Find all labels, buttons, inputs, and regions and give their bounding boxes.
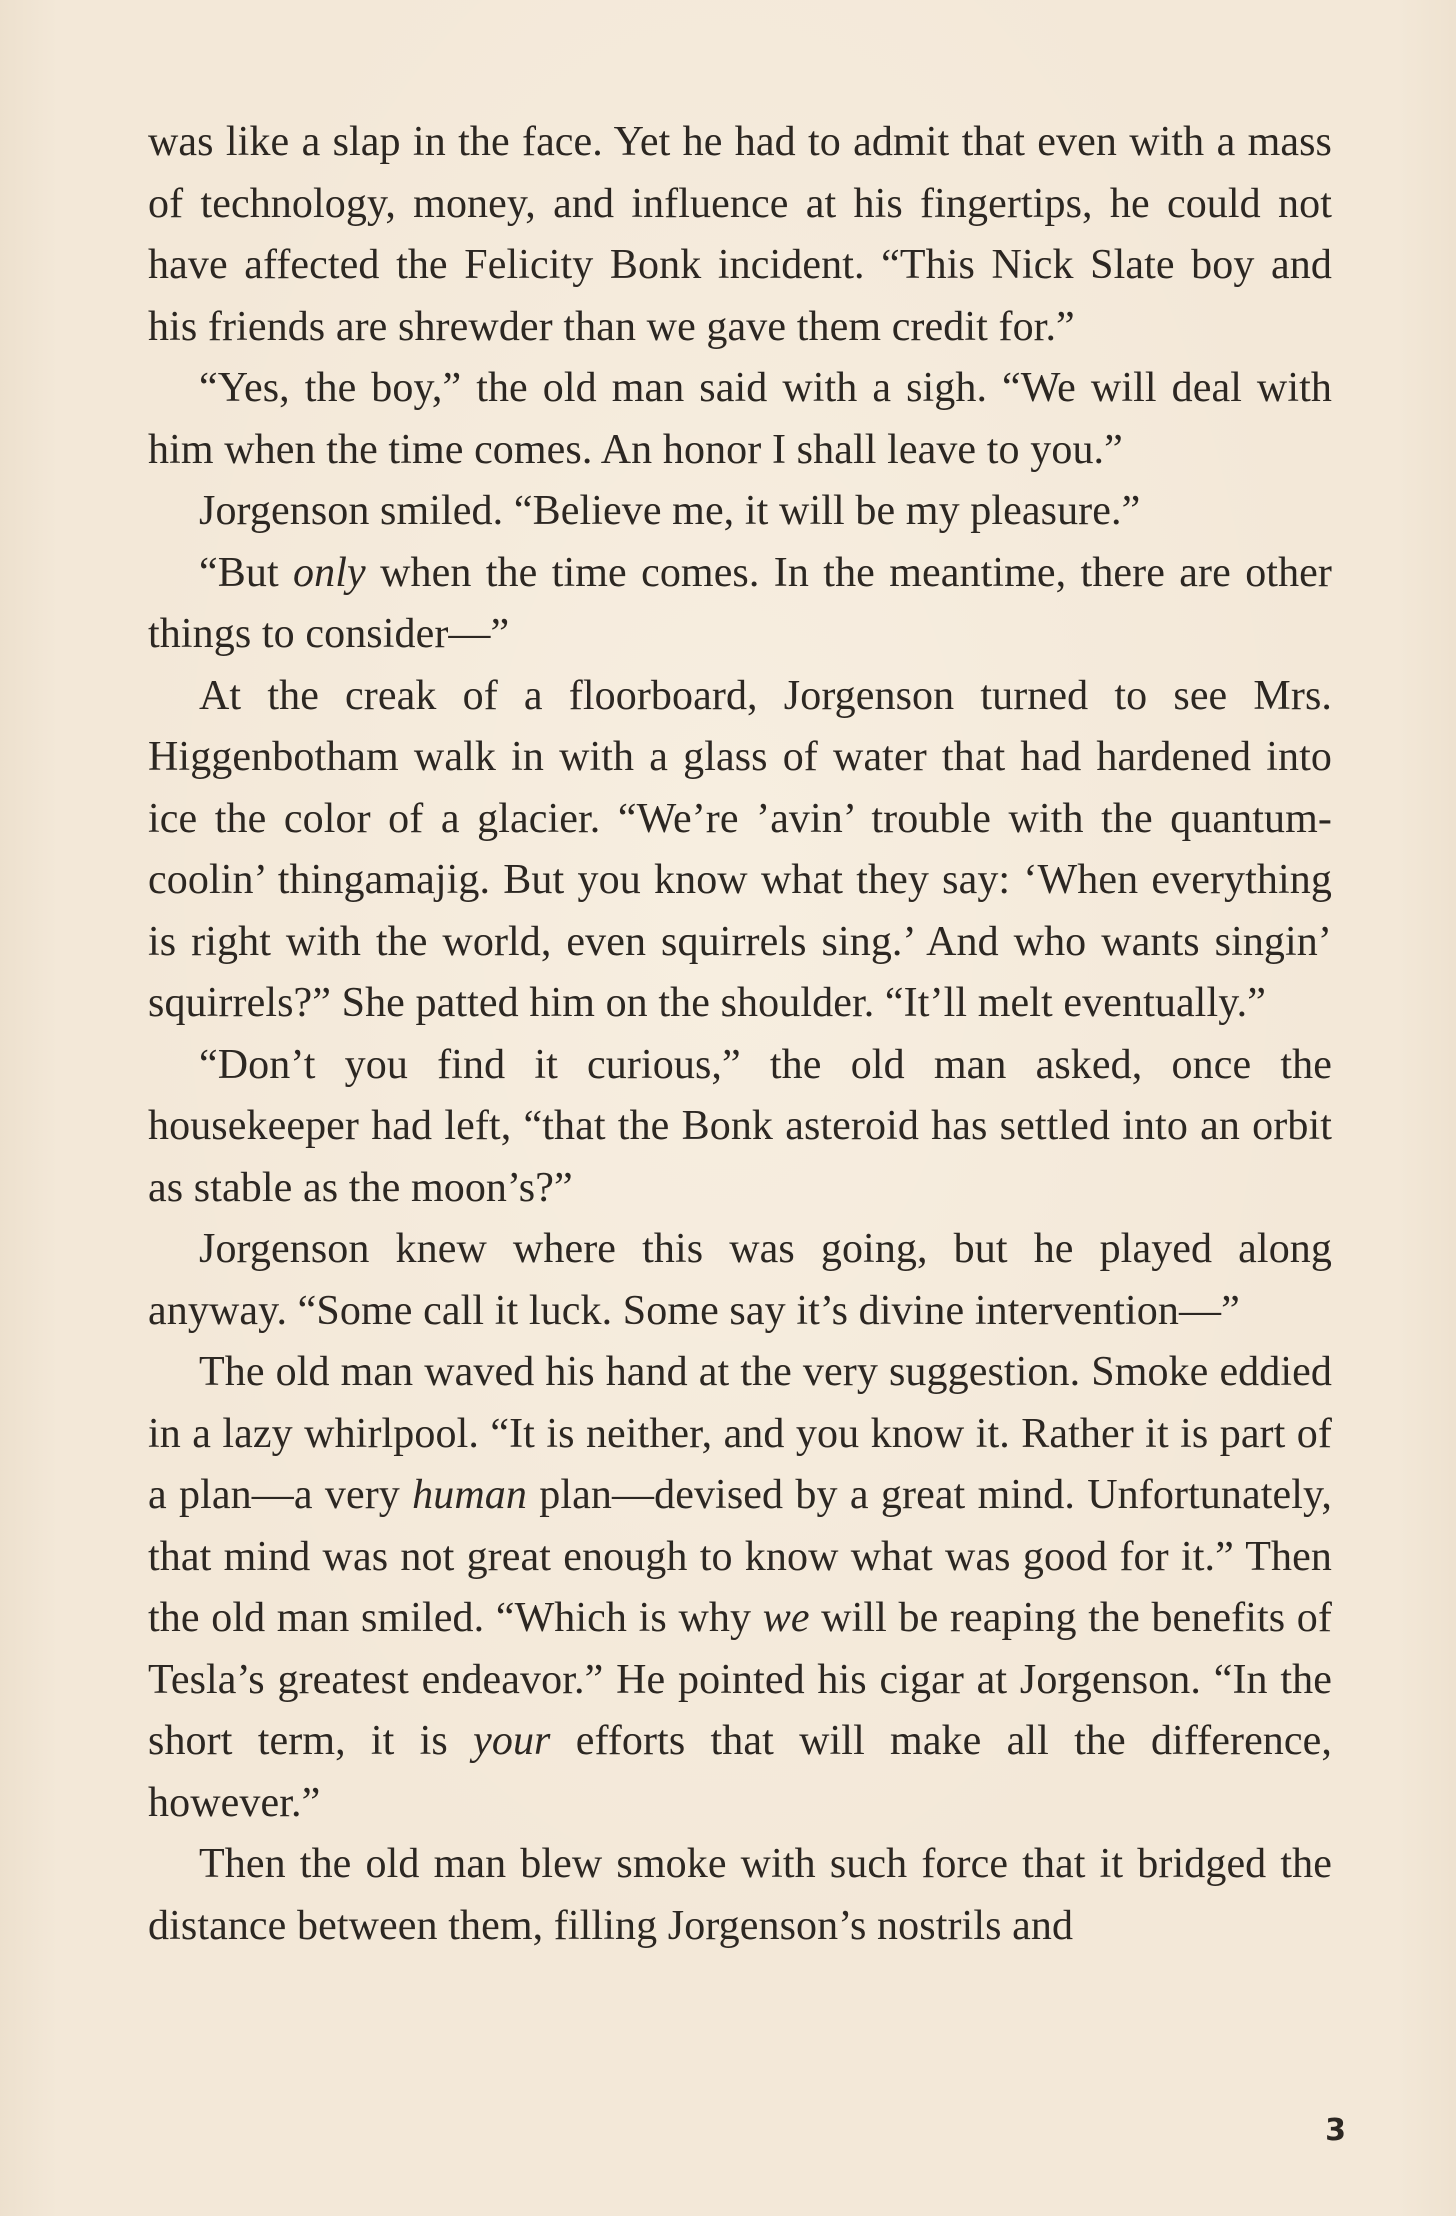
paragraph xyxy=(148,666,1332,1035)
paragraph xyxy=(148,112,1332,358)
text-run: efforts that will make all the difference, however.” xyxy=(148,1718,1332,1826)
paragraph xyxy=(148,1035,1332,1220)
italic-text: we xyxy=(762,1595,810,1641)
page-number: 3 xyxy=(1325,2113,1346,2148)
body-text xyxy=(148,112,1332,1957)
text-run: “Yes, the boy,” the old man said with a sigh. “We will deal with him when the time comes. An honor I shall leave to you.” xyxy=(148,365,1332,473)
italic-text: human xyxy=(412,1472,528,1518)
paragraph xyxy=(148,481,1332,543)
text-run: plan—devised by a great mind. Unfortunately, that mind was not great enough to know what was good for it.” Then the old man smiled. “Which is why xyxy=(148,1472,1332,1641)
text-run: “Don’t you find it curious,” the old man asked, once the housekeeper had left, “that the Bonk asteroid has settled into an orbit as stable as the moon’s?” xyxy=(148,1041,1332,1211)
text-run: Jorgenson knew where this was going, but he played along anyway. “Some call it luck. Some say it’s divine intervention—” xyxy=(148,1226,1332,1334)
text-run: was like a slap in the face. Yet he had to admit that even with a mass of technology, money, and influence at his fingertips, he could not have affected the Felicity Bonk incident. “This Nick Slate boy and his friends are shrewder than we gave them credit for.” xyxy=(148,119,1332,350)
text-run: At the creak of a floorboard, Jorgenson turned to see Mrs. Higgenbotham walk in with a glass of water that had hardened into ice the color of a glacier. “We’re ’avin’ trouble with the quantum-coolin’ thingamajig. But you know what they say: ‘When everything is right with the world, even squirrels sing.’ And who wants singin’ squirrels?” She patted him on the shoulder. “It’ll melt eventually.” xyxy=(148,672,1332,1026)
text-run: when the time comes. In the meantime, there are other things to consider—” xyxy=(148,549,1332,657)
paragraph xyxy=(148,1834,1332,1957)
text-run: will be reaping the benefits of Tesla’s greatest endeavor.” He pointed his cigar at Jorgenson. “In the short term, it is xyxy=(148,1595,1332,1764)
text-run: Then the old man blew smoke with such force that it bridged the distance between them, filling Jorgenson’s nostrils and xyxy=(148,1841,1332,1949)
text-run: The old man waved his hand at the very suggestion. Smoke eddied in a lazy whirlpool. “It is neither, and you know it. Rather it is part of a plan—a very xyxy=(148,1349,1332,1518)
text-run: Jorgenson smiled. “Believe me, it will be my pleasure.” xyxy=(199,488,1141,534)
paragraph xyxy=(148,358,1332,481)
italic-text: your xyxy=(473,1718,551,1764)
text-run: “But xyxy=(199,549,294,596)
paragraph xyxy=(148,543,1332,666)
italic-text: only xyxy=(293,549,366,596)
paragraph xyxy=(148,1342,1332,1834)
paragraph xyxy=(148,1219,1332,1342)
